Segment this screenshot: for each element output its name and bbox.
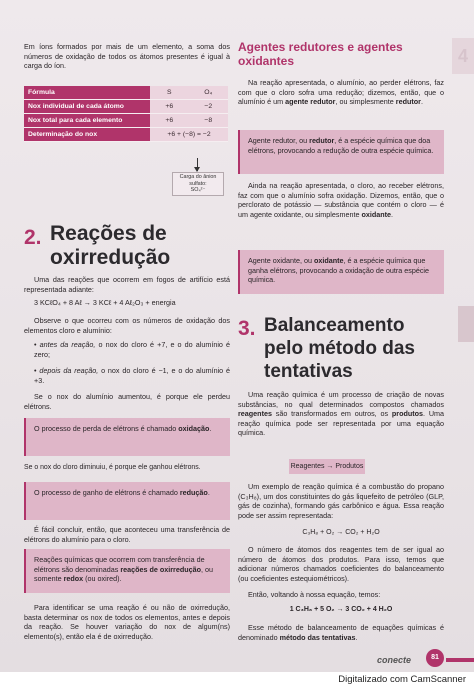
scan-note: Digitalizado com CamScanner [338, 674, 466, 685]
list-item [34, 366, 230, 385]
text-run: Ainda na reação apresentada, o cloro, ao receber elétrons, faz com que o alumínio sofra oxidação. Dizemos, então, que o perclorato de potássio — substância que contém o cloro — é um agente oxidante, ou simplesmente [238, 181, 444, 219]
text-run: Na reação apresentada, o alumínio, ao perder elétrons, faz com que o cloro sofra uma redução; dizemos, então, que o alumínio é um [238, 78, 444, 107]
list-item-lead: depois da reação, [39, 366, 99, 375]
list-item-lead: antes da reação, [39, 340, 96, 349]
table-row-label: Fórmula [24, 86, 150, 100]
section-title [50, 222, 170, 270]
bullet-icon: • [34, 366, 40, 375]
box-text: Agente oxidante, ou [248, 256, 314, 265]
term: redutor [395, 97, 421, 107]
section-number: 2. [24, 226, 42, 249]
box-term: reações de oxirredução [120, 564, 202, 574]
intro-paragraph: Em íons formados por mais de um elemento, a soma dos números de oxidação de todos os átomos presentes é igual à carga do íon. [24, 42, 230, 71]
table-cell: S [150, 86, 189, 100]
paragraph: Se o nox do cloro diminuiu, é porque ele ganhou elétrons. [24, 464, 201, 471]
table-row-label: Determinação do nox [24, 128, 150, 142]
list-item-text: o nox do cloro é −1, e o do alumínio é +3. [34, 366, 231, 385]
box-text: O processo de ganho de elétrons é chamado [34, 488, 180, 497]
footer-strip [446, 658, 474, 662]
reagents-products-box: Reagentes → Produtos [289, 459, 365, 474]
paragraph: É fácil concluir, então, que aconteceu uma transferência de elétrons do alumínio para o cloro. [24, 525, 230, 544]
paragraph: Um exemplo de reação química é a combustão do propano (C₃H₈), um dos constituintes do gás liquefeito de petróleo (GLP, gás de cozinha), formando gás carbônico e água. Essa reação pode ser assim representada: [238, 482, 444, 520]
paragraph: Na reação apresentada, o alumínio, ao perder elétrons, faz com que o cloro sofra uma redução; dizemos, então, que o alumínio é um agente redutor, ou simplesmente redutor. [238, 78, 444, 107]
table-row-label: Nox individual de cada átomo [24, 100, 150, 114]
side-tab-marker [458, 306, 474, 342]
text-run: , ou simplesmente [335, 97, 396, 107]
table-row [24, 114, 228, 128]
list-item [34, 340, 230, 359]
box-term: redução [179, 488, 208, 497]
list-item-text: o nox do cloro é +7, e o do alumínio é zero; [34, 340, 231, 359]
text-run: Uma reação química é um processo de criação de novas substâncias, no qual determinados compostos chamados [238, 390, 444, 409]
callout-line: SO₄²⁻ [190, 187, 206, 194]
bullet-icon: • [34, 340, 40, 349]
definition-box: O processo de perda de elétrons é chamado oxidação. [24, 418, 230, 456]
section-title-line: Balanceamento [264, 315, 405, 336]
section-title-line: tentativas [264, 361, 353, 382]
chapter-tab: 4 [452, 38, 474, 74]
table-row-label: Nox total para cada elemento [24, 114, 150, 128]
text-run: Esse método de balanceamento de equações químicas é denominado [238, 623, 444, 642]
paragraph: O número de átomos dos reagentes tem de ser igual ao número de átomos dos produtos. Para isso, temos que adicionar números chamados coeficientes do balanceamento (ou coeficientes estequiométricos). [238, 545, 444, 583]
table-cell: −8 [189, 114, 228, 128]
equation: 1 C₃H₈ + 5 O₂ → 3 CO₂ + 4 H₂O [289, 606, 393, 613]
paragraph: Se o nox do alumínio aumentou, é porque ele perdeu elétrons. [24, 392, 230, 411]
box-text: , ou somente [34, 564, 214, 584]
term: agente redutor [285, 97, 336, 107]
term: produtos [391, 409, 424, 419]
text-run: . Uma reação química pode ser representada por uma equação química. [238, 409, 445, 438]
table-cell: +6 [150, 114, 189, 128]
subheading [238, 40, 403, 68]
term: oxidante [361, 209, 392, 219]
equation: C₃H₈ + O₂ → CO₂ + H₂O [302, 529, 380, 536]
subheading-line: Agentes redutores e agentes [238, 40, 403, 54]
box-text: Agente redutor, ou [248, 136, 310, 145]
box-term: redutor [309, 136, 335, 145]
table-cell: O₄ [189, 86, 228, 100]
paragraph: Observe o que ocorreu com os números de oxidação dos elementos cloro e alumínio: [24, 316, 230, 335]
definition-box [238, 250, 444, 294]
brand-logo: conecte [377, 655, 412, 665]
definition-box [24, 549, 230, 593]
table-row [24, 128, 228, 142]
paragraph: Uma das reações que ocorrem em fogos de artifício está representada adiante: [24, 275, 230, 294]
box-term: oxidante [313, 256, 344, 265]
box-text: O processo de perda de elétrons é chamado [34, 424, 179, 433]
table-cell: −2 [189, 100, 228, 114]
paragraph: Esse método de balanceamento de equações químicas é denominado método das tentativas. [238, 623, 444, 642]
text-run: são transformados em outros, os [271, 409, 392, 419]
definition-box: O processo de ganho de elétrons é chamado redução. [24, 482, 230, 520]
equation: 3 KCℓO₄ + 8 Aℓ → 3 KCℓ + 4 Aℓ₂O₃ + energia [34, 298, 176, 307]
section-title-line: oxirredução [50, 246, 171, 269]
box-term: redox [63, 574, 84, 584]
paragraph: Para identificar se uma reação é ou não de oxirredução, basta determinar os nox de todos os elementos, antes e depois da reação. Se houver variação do nox de algum(ns) elemento(s), então ela é de oxirredução. [24, 603, 230, 641]
charge-callout [172, 172, 224, 196]
callout-line: Carga do ânion [179, 174, 217, 180]
term: reagentes [238, 409, 272, 419]
page-number: 81 [426, 649, 444, 667]
paragraph: Então, voltando à nossa equação, temos: [248, 590, 381, 599]
table-row [24, 100, 228, 114]
paragraph: Ainda na reação apresentada, o cloro, ao receber elétrons, faz com que o alumínio sofra oxidação. Dizemos, então, que o perclorato de potássio — substância que contém o cloro — é um agente oxidante, ou simplesmente oxidante. [238, 181, 444, 219]
box-text: Reações químicas que ocorrem com transferência de elétrons são denominadas [34, 555, 205, 574]
section-number: 3. [238, 317, 256, 340]
box-text: , é a espécie química que ganha elétrons, provocando a oxidação de outra espécie química. [248, 256, 430, 285]
box-text: (ou oxired). [83, 574, 122, 584]
paragraph [238, 390, 444, 438]
table-cell: +6 + (−8) = −2 [150, 128, 228, 142]
box-term: oxidação [178, 424, 210, 433]
box-text: , é a espécie química que doa elétrons, provocando a redução de outra espécie química. [248, 136, 434, 155]
nox-table [24, 86, 228, 142]
definition-box [238, 130, 444, 174]
subheading-line: oxidantes [238, 54, 295, 68]
table-row [24, 86, 228, 100]
term: método das tentativas [279, 632, 356, 642]
section-title-line: pelo método das [264, 338, 415, 359]
table-cell: +6 [150, 100, 189, 114]
section-title-line: Reações de [50, 222, 167, 245]
callout-line: sulfato: [189, 180, 207, 187]
scan-footer [0, 672, 474, 688]
section-title [264, 314, 415, 383]
